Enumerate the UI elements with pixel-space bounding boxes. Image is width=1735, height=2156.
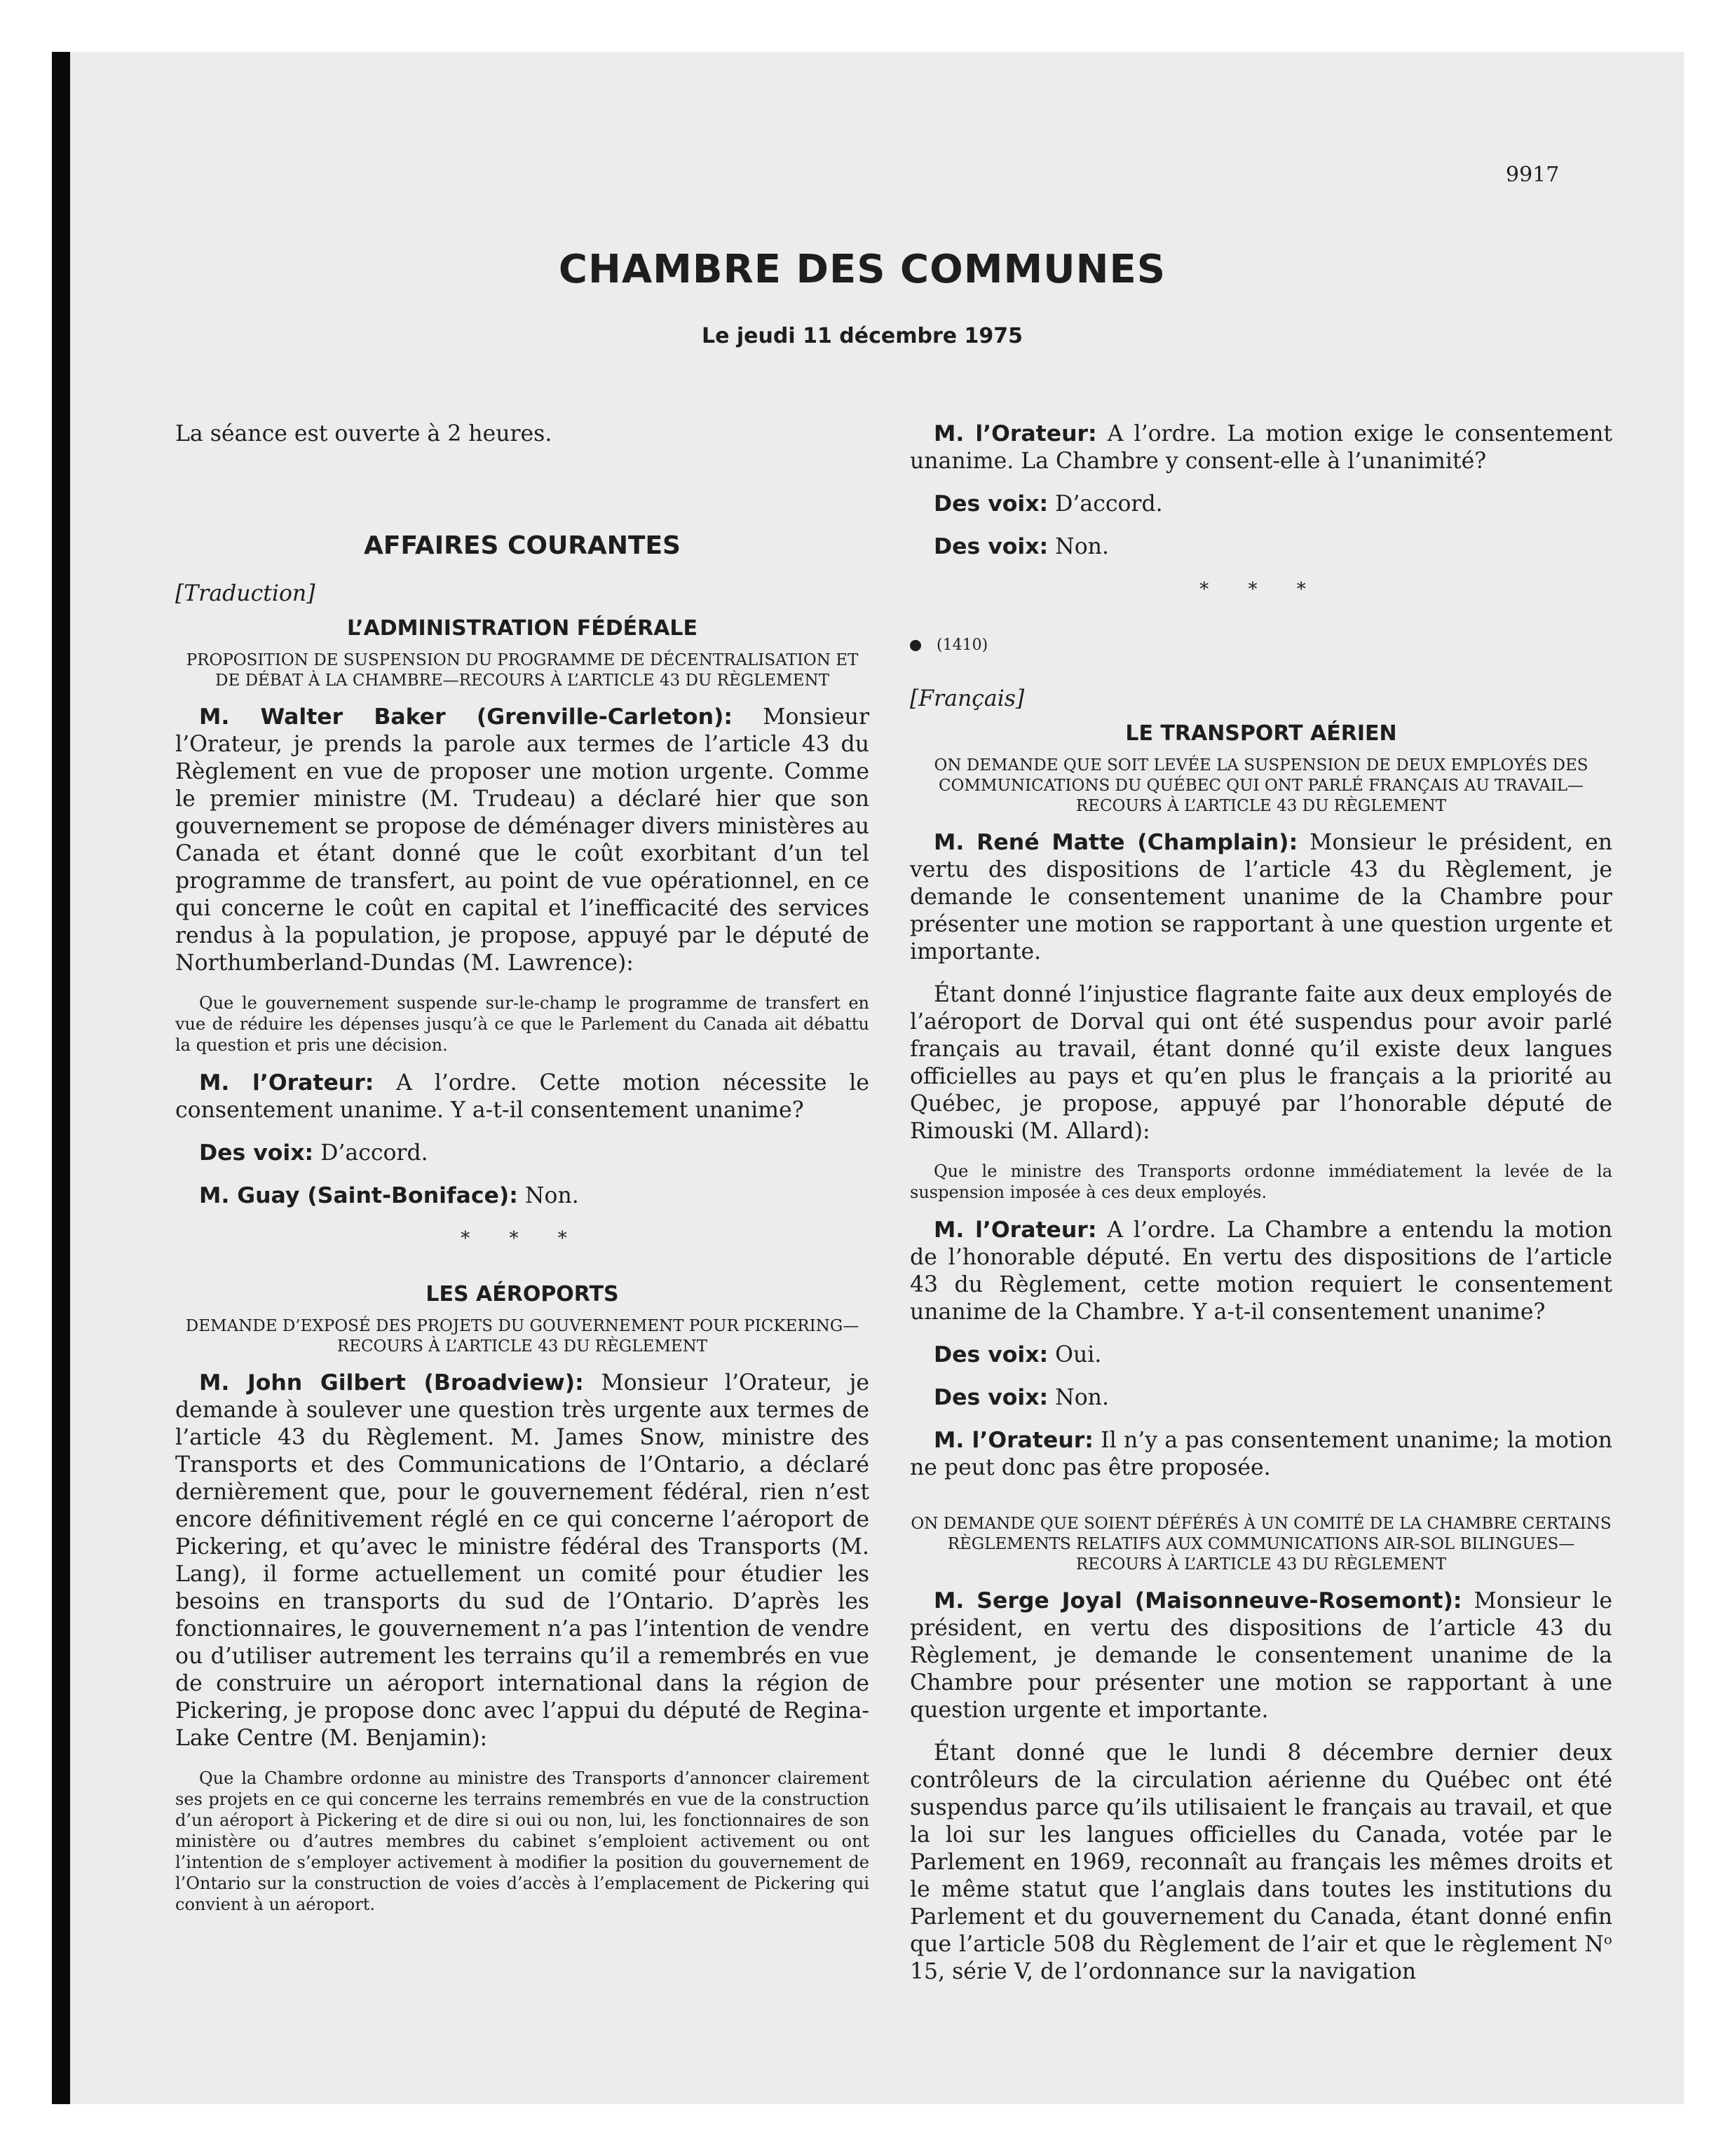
motion-quote: Que le ministre des Transports ordonne immédiatement la levée de la suspension imposée à ces deux employés. [910, 1161, 1612, 1202]
speech-matte [910, 829, 1612, 966]
speech-text: A l’ordre. Cette motion nécessite le consentement unanime. Y a-t-il consentement unanime? [175, 1070, 869, 1123]
speech-text: A l’ordre. La Chambre a entendu la motion de l’honorable député. En vertu des dispositions de l’article 43 du Règlement, cette motion requiert le consentement unanime de la Chambre. Y a-t-il consentement unanime? [910, 1217, 1613, 1325]
voices-response [910, 533, 1612, 561]
speech-text: Oui. [1055, 1342, 1102, 1367]
paragraph: Étant donné l’injustice flagrante faite aux deux employés de l’aéroport de Dorval qui ont été suspendus pour avoir parlé français au travail, étant donné qu’il existe deux langues officielles au pays et qu’en plus le français a la priorité au Québec, je propose, appuyé par l’honorable député de Rimouski (M. Allard): [910, 982, 1612, 1144]
section-separator: * * * [1199, 579, 1323, 600]
topic-title-air-transport: LE TRANSPORT AÉRIEN [1125, 721, 1397, 746]
speech-speaker-orateur [175, 1070, 869, 1124]
speaker-name: Des voix: [934, 491, 1049, 517]
speaker-name: Des voix: [934, 1385, 1049, 1410]
topic-subtitle-airports: DEMANDE D’EXPOSÉ DES PROJETS DU GOUVERNEMENT POUR PICKERING—RECOURS À L’ARTICLE 43 DU RÈGLEMENT [185, 1317, 859, 1356]
speaker-name: M. l’Orateur: [199, 1070, 374, 1096]
topic-subtitle-administration: PROPOSITION DE SUSPENSION DU PROGRAMME DE DÉCENTRALISATION ET DE DÉBAT À LA CHAMBRE—RECOURS À L’ARTICLE 43 DU RÈGLEMENT [186, 651, 859, 690]
voices-response [175, 1140, 869, 1167]
voices-response [910, 1342, 1612, 1369]
speech-text: Non. [524, 1183, 579, 1208]
timestamp-text: (1410) [937, 636, 988, 654]
speaker-name: M. Guay (Saint-Boniface): [199, 1183, 518, 1208]
speech-guay [175, 1182, 869, 1210]
speech-text: D’accord. [1055, 491, 1163, 517]
topic-subtitle-air-transport: ON DEMANDE QUE SOIT LEVÉE LA SUSPENSION DE DEUX EMPLOYÉS DES COMMUNICATIONS DU QUÉBEC QUI ONT PARLÉ FRANÇAIS AU TRAVAIL—RECOURS À L’ARTICLE 43 DU RÈGLEMENT [934, 756, 1588, 815]
speech-speaker-orateur [910, 1427, 1612, 1482]
right-column [910, 421, 1612, 2001]
speaker-name: Des voix: [199, 1140, 314, 1166]
speaker-name: M. Walter Baker (Grenville-Carleton): [199, 704, 733, 730]
speech-text: Il n’y a pas consentement unanime; la motion ne peut donc pas être proposée. [910, 1428, 1612, 1480]
speaker-name: M. l’Orateur: [934, 1217, 1097, 1243]
timestamp-marker [910, 632, 1612, 659]
opening-line: La séance est ouverte à 2 heures. [175, 421, 552, 446]
speaker-name: M. l’Orateur: [934, 1428, 1094, 1453]
speech-speaker-orateur [910, 421, 1612, 475]
section-separator: * * * [461, 1228, 584, 1249]
speaker-name: Des voix: [934, 534, 1049, 559]
speaker-name: M. l’Orateur: [934, 421, 1097, 446]
speech-speaker-orateur [910, 1217, 1612, 1326]
speaker-name: M. René Matte (Champlain): [934, 830, 1298, 855]
paragraph: Étant donné que le lundi 8 décembre dernier deux contrôleurs de la circulation aérienne du Québec ont été suspendus parce qu’ils utilisaient le français au travail, et que la loi sur les langues officielles du Canada, votée par le Parlement en 1969, reconnaît au français les mêmes droits et le même statut que l’anglais dans toutes les institutions du Parlement et du gouvernement du Canada, étant donné enfin que l’article 508 du Règlement de l’air et que le règlement Nᵒ 15, série V, de l’ordonnance sur la navigation [910, 1740, 1612, 1984]
topic-title-airports: LES AÉROPORTS [426, 1282, 619, 1306]
left-column [175, 421, 869, 1929]
speech-text: Monsieur l’Orateur, je prends la parole aux termes de l’article 43 du Règlement en vue de proposer une motion urgente. Comme le premier ministre (M. Trudeau) a déclaré hier que son gouvernement se propose de déménager divers ministères au Canada et étant donné que le coût exorbitant d’un tel programme de transfert, au point de vue opérationnel, en ce qui concerne le coût en capital et l’inefficacité des services rendus à la population, je propose, appuyé par le député de Northumberland-Dundas (M. Lawrence): [175, 704, 869, 976]
speech-text: D’accord. [320, 1140, 428, 1166]
voices-response [910, 491, 1612, 518]
bullet-icon [910, 640, 921, 651]
motion-quote: Que la Chambre ordonne au ministre des Transports d’annoncer clairement ses projets en ce qui concerne les terrains remembrés en vue de la construction d’un aéroport à Pickering et de dire si oui ou non, lui, les fonctionnaires de son ministère ou d’autres membres du cabinet s’emploient activement ou ont l’intention de s’employer activement à modifier la position du gouvernement de l’Ontario sur la construction de voies d’accès à l’emplacement de Pickering qui convient à un aéroport. [175, 1768, 869, 1914]
speech-text: Monsieur le président, en vertu des dispositions de l’article 43 du Règlement, je demande le consentement unanime de la Chambre pour présenter une motion se rapportant à une question urgente et importante. [910, 1588, 1613, 1723]
language-tag: [Français] [910, 686, 1025, 711]
section-title: AFFAIRES COURANTES [364, 531, 681, 560]
topic-subtitle-air-ground: ON DEMANDE QUE SOIENT DÉFÉRÉS À UN COMITÉ DE LA CHAMBRE CERTAINS RÈGLEMENTS RELATIFS AUX COMMUNICATIONS AIR-SOL BILINGUES—RECOURS À L’ARTICLE 43 DU RÈGLEMENT [911, 1515, 1612, 1574]
topic-title-administration: L’ADMINISTRATION FÉDÉRALE [346, 616, 698, 641]
motion-quote: Que le gouvernement suspende sur-le-champ le programme de transfert en vue de réduire les dépenses jusqu’à ce que le Parlement du Canada ait débattu la question et pris une décision. [175, 993, 869, 1055]
speaker-name: Des voix: [934, 1342, 1049, 1367]
masthead-title: CHAMBRE DES COMMUNES [558, 247, 1166, 292]
speech-gilbert [175, 1370, 869, 1752]
speech-text: Non. [1055, 1385, 1109, 1410]
page-number: 9917 [1506, 163, 1560, 187]
speech-baker [175, 704, 869, 977]
sitting-date: Le jeudi 11 décembre 1975 [701, 324, 1023, 348]
speaker-name: M. John Gilbert (Broadview): [199, 1370, 584, 1396]
speech-text: A l’ordre. La motion exige le consentement unanime. La Chambre y consent-elle à l’unanimité? [910, 421, 1613, 474]
speaker-name: M. Serge Joyal (Maisonneuve-Rosemont): [934, 1588, 1462, 1613]
voices-response [910, 1384, 1612, 1412]
speech-text: Monsieur l’Orateur, je demande à soulever une question très urgente aux termes de l’article 43 du Règlement. M. James Snow, ministre des Transports et des Communications de l’Ontario, a déclaré dernièrement que, pour le gouvernement fédéral, rien n’est encore définitivement réglé en ce qui concerne l’aéroport de Pickering, et qu’avec le ministre fédéral des Transports (M. Lang), il forme actuellement un comité pour étudier les besoins en transports du sud de l’Ontario. D’après les fonctionnaires, le gouvernement n’a pas l’intention de vendre ou d’utiliser autrement les terrains qu’il a remembrés en vue de construire un aéroport international dans la région de Pickering, je propose donc avec l’appui du député de Regina-Lake Centre (M. Benjamin): [175, 1370, 869, 1751]
scan-edge-bar [52, 52, 70, 2104]
translation-tag: [Traduction] [175, 581, 315, 606]
speech-joyal [910, 1588, 1612, 1724]
speech-text: Monsieur le président, en vertu des dispositions de l’article 43 du Règlement, je demande le consentement unanime de la Chambre pour présenter une motion se rapportant à une question urgente et importante. [910, 830, 1612, 964]
speech-text: Non. [1055, 534, 1109, 559]
